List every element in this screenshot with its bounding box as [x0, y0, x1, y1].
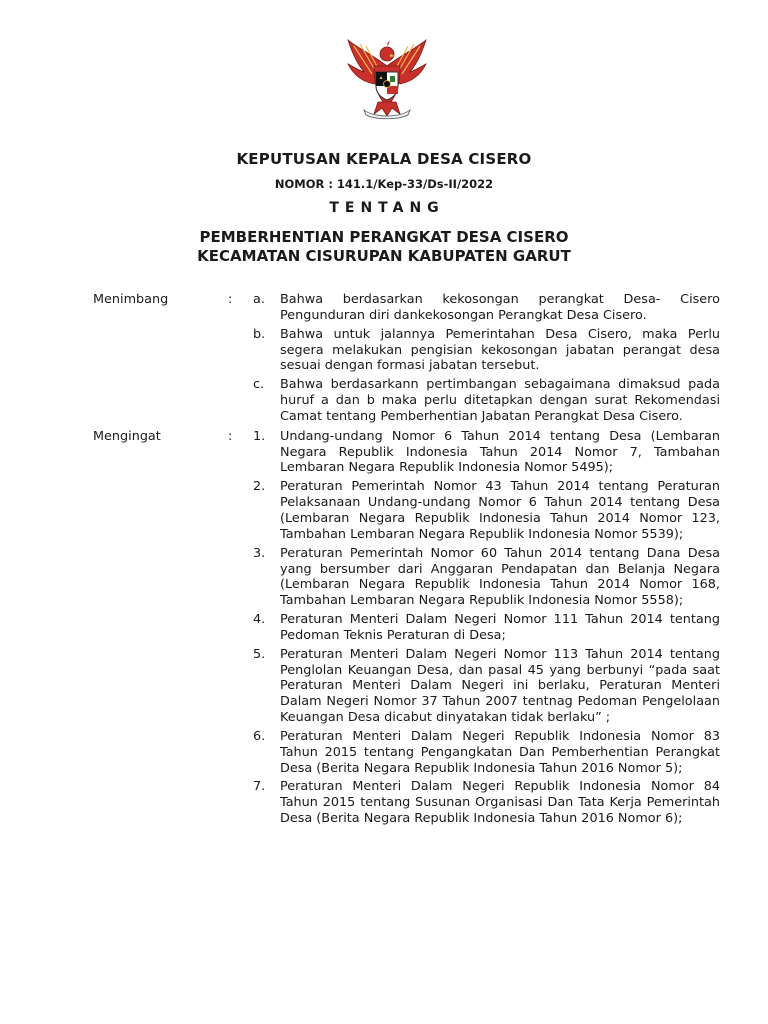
list-item [0, 612, 768, 644]
list-item [0, 327, 768, 375]
list-item [0, 779, 768, 827]
item-text: Bahwa berdasarkann pertimbangan sebagaimana dimaksud pada huruf a dan b maka perlu ditetapkan dengan surat Rekomendasi Camat tentang Pemberhentian Jabatan Perangkat Desa Cisero. [280, 377, 720, 424]
item-text: Peraturan Pemerintah Nomor 43 Tahun 2014 tentang Peraturan Pelaksanaan Undang-undang Nomor 6 Tahun 2014 tentang Desa (Lembaran Negara Republik Indonesia Tahun 2014 Nomor 123, Tambahan Lembaran Negara Republik Indonesia Nomor 5539); [280, 479, 720, 542]
item-text: Peraturan Menteri Dalam Negeri Republik Indonesia Nomor 84 Tahun 2015 tentang Susunan Organisasi Dan Tata Kerja Pemerintah Desa (Berita Negara Republik Indonesia Tahun 2016 Nomor 6); [280, 779, 720, 827]
section-colon: : [228, 428, 233, 444]
list-item [0, 546, 768, 609]
list-item [0, 479, 768, 542]
list-item [0, 647, 768, 726]
list-item [0, 729, 768, 777]
decree-body [0, 292, 768, 830]
item-marker: 2. [253, 479, 266, 495]
item-text: Peraturan Pemerintah Nomor 60 Tahun 2014 tentang Dana Desa yang bersumber dari Anggaran Pendapatan dan Belanja Negara (Lembaran Negara Republik Indonesia Tahun 2014 Nomor 168, Tambahan Lembaran Negara Republik Indonesia Nomor 5558); [280, 545, 720, 609]
menimbang-list [0, 292, 768, 425]
item-text: Peraturan Menteri Dalam Negeri Republik Indonesia Nomor 83 Tahun 2015 tentang Pengangkatan Dan Pemberhentian Perangkat Desa (Berita Negara Republik Indonesia Tahun 2016 Nomor 5); [280, 728, 720, 776]
item-marker: a. [253, 292, 265, 307]
list-item [0, 292, 768, 324]
list-item [0, 429, 768, 477]
item-text: Peraturan Menteri Dalam Negeri Nomor 111 Tahun 2014 tentang Pedoman Teknis Peraturan di Desa; [280, 612, 720, 643]
section-colon: : [228, 292, 233, 307]
decree-number: NOMOR : 141.1/Kep-33/Ds-II/2022 [274, 177, 494, 191]
item-marker: 3. [253, 545, 266, 561]
item-text: Undang-undang Nomor 6 Tahun 2014 tentang Desa (Lembaran Negara Republik Indonesia Tahun 2014 Nomor 7, Tambahan Lembaran Negara Republik Indonesia Nomor 5495); [280, 428, 720, 476]
item-marker: 6. [253, 728, 266, 744]
tentang-heading: TENTANG [329, 200, 445, 216]
mengingat-section [0, 429, 768, 827]
subject-line-2: KECAMATAN CISURUPAN KABUPATEN GARUT [197, 247, 571, 265]
subject-line-1: PEMBERHENTIAN PERANGKAT DESA CISERO [199, 228, 569, 246]
menimbang-section [0, 292, 768, 425]
item-marker: 7. [253, 779, 266, 795]
section-label: Menimbang [93, 292, 169, 307]
item-text: Bahwa berdasarkan kekosongan perangkat Desa- Cisero Pengunduran diri dankekosongan Perangkat Desa Cisero. [280, 292, 720, 323]
item-text: Peraturan Menteri Dalam Negeri Nomor 113 Tahun 2014 tentang Penglolan Keuangan Desa, dan pasal 45 yang berbunyi “pada saat Peraturan Menteri Dalam Negeri ini berlaku, Peraturan Menteri Dalam Negeri Nomor 37 Tahun 2007 tentnag Pedoman Pengelolaan Keuangan Desa dicabut dinyatakan tidak berlaku” ; [280, 646, 720, 726]
item-marker: 4. [253, 612, 266, 628]
item-text: Bahwa untuk jalannya Pemerintahan Desa Cisero, maka Perlu segera melakukan pengisian kekosongan jabatan perangat desa sesuai dengan formasi jabatan tersebut. [280, 326, 720, 374]
garuda-emblem-icon [344, 36, 430, 120]
item-marker: b. [253, 326, 266, 342]
mengingat-list [0, 429, 768, 827]
decree-title: KEPUTUSAN KEPALA DESA CISERO [236, 150, 532, 168]
item-marker: 5. [253, 646, 266, 662]
list-item [0, 377, 768, 425]
item-marker: 1. [253, 428, 266, 444]
section-label: Mengingat [93, 428, 161, 444]
item-marker: c. [253, 377, 265, 393]
